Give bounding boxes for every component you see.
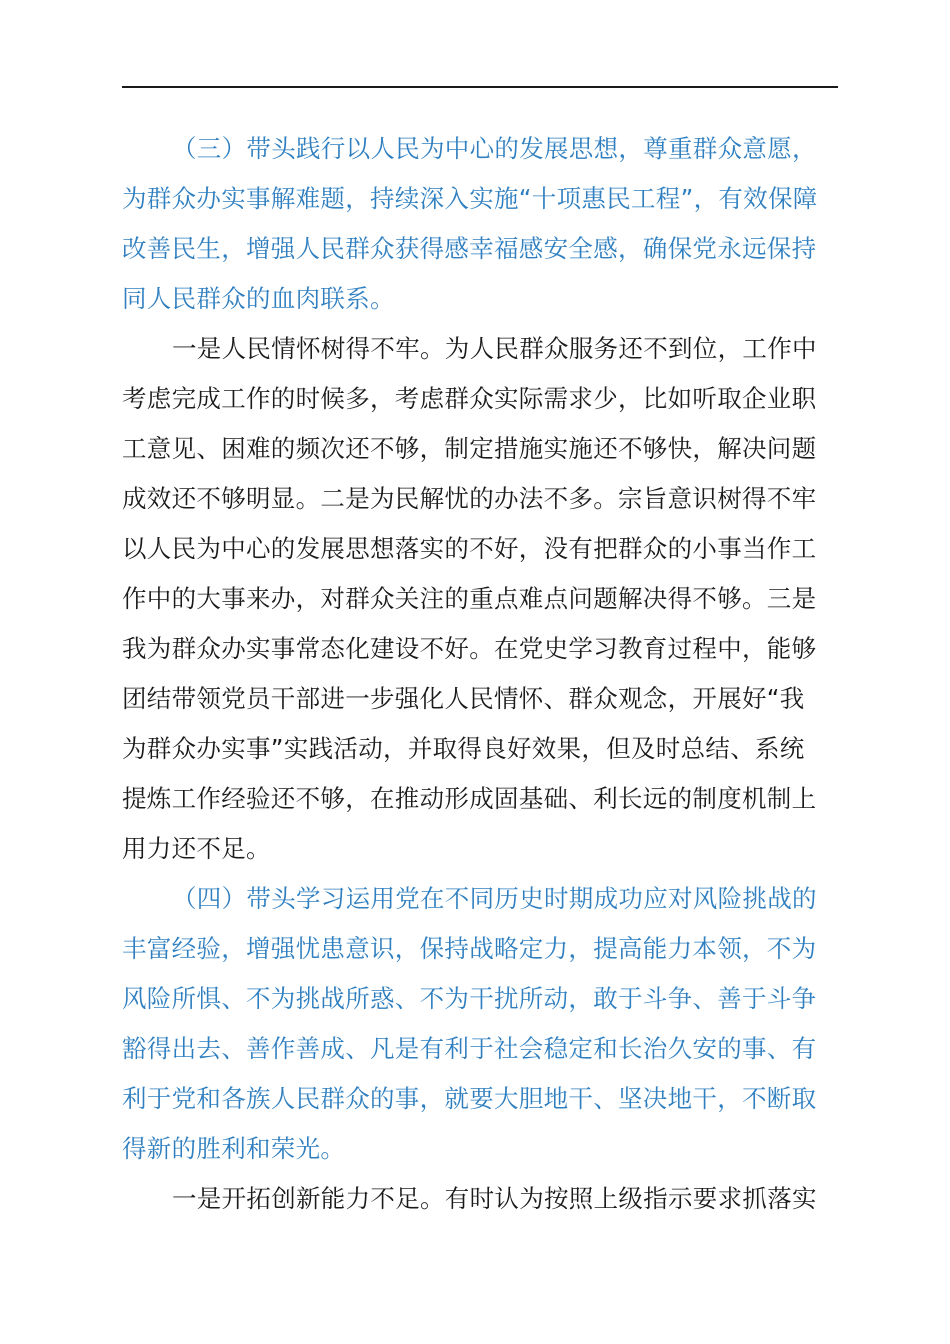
section-heading-four xyxy=(122,874,838,1174)
text-line: 为群众办实事”实践活动，并取得良好效果，但及时总结、系统 xyxy=(122,734,805,763)
text-line: 利于党和各族人民群众的事，就要大胆地干、坚决地干，不断取 xyxy=(122,1084,817,1113)
text-line: 风险所惧、不为挑战所惑、不为干扰所动，敢于斗争、善于斗争 xyxy=(122,984,817,1013)
text-line: 得新的胜利和荣光。 xyxy=(122,1134,346,1163)
section-heading-three xyxy=(122,124,838,324)
text-line: 用力还不足。 xyxy=(122,834,271,863)
text-line: （四）带头学习运用党在不同历史时期成功应对风险挑战的 xyxy=(172,884,817,913)
header-rule xyxy=(122,86,838,88)
text-line: 考虑完成工作的时候多，考虑群众实际需求少，比如听取企业职 xyxy=(122,384,817,413)
text-line: 为群众办实事解难题，持续深入实施“十项惠民工程”，有效保障 xyxy=(122,184,818,213)
body-paragraph xyxy=(122,324,838,874)
text-line: 我为群众办实事常态化建设不好。在党史学习教育过程中，能够 xyxy=(122,634,817,663)
text-line: 改善民生，增强人民群众获得感幸福感安全感，确保党永远保持 xyxy=(122,234,817,263)
text-line: 以人民为中心的发展思想落实的不好，没有把群众的小事当作工 xyxy=(122,534,817,563)
text-line: 一是人民情怀树得不牢。为人民群众服务还不到位，工作中 xyxy=(172,334,817,363)
text-line: 提炼工作经验还不够，在推动形成固基础、利长远的制度机制上 xyxy=(122,784,817,813)
text-line: 丰富经验，增强忧患意识，保持战略定力，提高能力本领，不为 xyxy=(122,934,817,963)
text-line: （三）带头践行以人民为中心的发展思想，尊重群众意愿， xyxy=(172,134,817,163)
text-line: 成效还不够明显。二是为民解忧的办法不多。宗旨意识树得不牢 xyxy=(122,484,817,513)
text-line: 作中的大事来办，对群众关注的重点难点问题解决得不够。三是 xyxy=(122,584,817,613)
text-line: 一是开拓创新能力不足。有时认为按照上级指示要求抓落实 xyxy=(172,1184,817,1213)
document-body xyxy=(122,124,838,1224)
text-line: 同人民群众的血肉联系。 xyxy=(122,284,395,313)
text-line: 工意见、困难的频次还不够，制定措施实施还不够快，解决问题 xyxy=(122,434,817,463)
text-line: 豁得出去、善作善成、凡是有利于社会稳定和长治久安的事、有 xyxy=(122,1034,817,1063)
body-paragraph xyxy=(122,1174,838,1224)
text-line: 团结带领党员干部进一步强化人民情怀、群众观念，开展好“我 xyxy=(122,684,805,713)
